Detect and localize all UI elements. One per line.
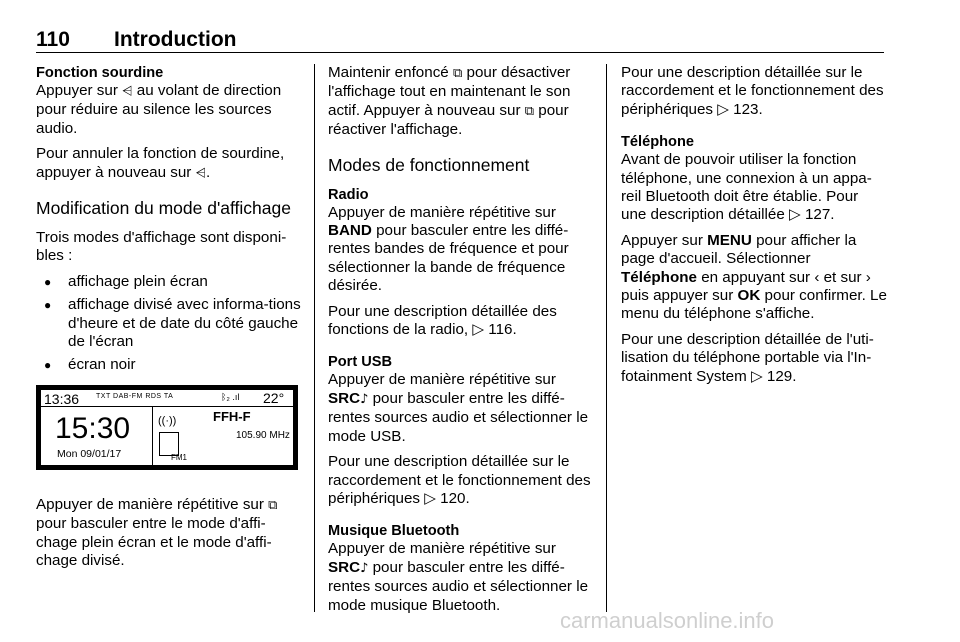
- phone-paragraph-3: [621, 331, 887, 386]
- text: Appuyer sur: [621, 231, 703, 249]
- telephone-key: Téléphone: [621, 268, 697, 286]
- list-item: ● affichage divisé avec informa-tions d'heure et de date du côté gauche de l'écran: [36, 296, 302, 351]
- date: Mon 09/01/17: [57, 448, 122, 460]
- column-divider-1: [314, 64, 315, 612]
- display-mode-heading: Modification du mode d'affichage: [36, 198, 291, 219]
- status-bar: [41, 390, 293, 407]
- screen-divider: [152, 407, 153, 465]
- text: en appuyant sur ‹ et sur › puis appuyer sur: [621, 268, 871, 305]
- phone-paragraph-2: [621, 232, 887, 324]
- bluetooth-heading: Musique Bluetooth: [328, 523, 460, 540]
- text: Avant de pouvoir utiliser la fonction téléphone, une connexion à un appa-reil Bluetooth doit être établie. Pour une description détaillée: [621, 151, 872, 224]
- column-2: [328, 64, 594, 622]
- column-1: [36, 64, 302, 385]
- mute-icon: ⩤: [122, 84, 133, 99]
- text: pour afficher la page d'accueil. Sélectionner: [621, 231, 857, 268]
- station-name: FFH-F: [213, 409, 251, 424]
- mute-icon: ⩤: [195, 165, 207, 181]
- temperature: 22°: [263, 390, 285, 406]
- page-number: 110: [36, 28, 70, 51]
- antenna-icon: ((·)): [158, 415, 177, 427]
- display-icon: ⧉: [452, 66, 463, 81]
- display-off-paragraph: [328, 64, 594, 140]
- frequency: 105.90 MHz: [236, 430, 290, 441]
- bluetooth-paragraph: [328, 540, 594, 615]
- text: Pour une description détaillée sur le raccordement et le fonctionnement des périphériques: [328, 453, 591, 507]
- text: Appuyer de manière répétitive sur: [328, 540, 556, 558]
- text: Pour une description détaillée des fonctions de la radio,: [328, 302, 557, 339]
- text: Appuyer de manière répétitive sur: [328, 371, 556, 389]
- clock-big: 15:30: [55, 412, 131, 445]
- text: Pour une description détaillée de l'uti-lisation du téléphone portable via l'In-fotainment System: [621, 330, 874, 385]
- text: pour réactiver l'affichage.: [328, 101, 569, 139]
- usb-paragraph-1: [328, 371, 594, 446]
- page-reference: ▷ 120.: [424, 489, 470, 507]
- page-reference: ▷ 129.: [751, 367, 797, 385]
- watermark: carmanualsonline.info: [560, 608, 775, 633]
- radio-paragraph-1: [328, 204, 594, 296]
- list-item: ● affichage plein écran: [36, 273, 302, 291]
- text: pour basculer entre les diffé-rentes sources audio et sélectionner le mode musique Bluetooth.: [328, 558, 589, 614]
- text: Appuyer de manière répétitive sur: [36, 496, 264, 513]
- page-reference: ▷ 123.: [717, 100, 763, 118]
- text: Appuyer de manière répétitive sur: [328, 203, 556, 221]
- text: Maintenir enfoncé: [328, 64, 449, 81]
- display-toggle-paragraph: [36, 496, 302, 571]
- text: Pour annuler la fonction de sourdine, appuyer à nouveau sur: [36, 145, 285, 181]
- page-reference: ▷ 116.: [472, 321, 517, 339]
- header-rule: [36, 52, 884, 53]
- column-3: [621, 64, 887, 393]
- display-screen: [41, 390, 293, 465]
- column-1-bottom: [36, 496, 302, 578]
- mute-heading: Fonction sourdine: [36, 65, 164, 81]
- src-key: SRC: [328, 558, 361, 576]
- page-reference: ▷ 127.: [789, 206, 835, 224]
- band-key: BAND: [328, 222, 372, 240]
- ok-key: OK: [737, 287, 761, 305]
- radio-paragraph-2: [328, 303, 594, 340]
- list-item: ● écran noir: [36, 356, 302, 374]
- usb-heading: Port USB: [328, 354, 393, 371]
- src-key: SRC: [328, 389, 361, 407]
- usb-paragraph-2: [328, 453, 594, 508]
- signal-icon: ᛒ₂ .ıl: [221, 392, 240, 402]
- text: pour basculer entre le mode d'affi-chage plein écran et le mode d'affi-chage divisé.: [36, 515, 272, 570]
- text: Appuyer sur: [36, 82, 118, 99]
- phone-paragraph-1: [621, 151, 887, 225]
- text: au volant de direction pour réduire au silence les sources audio.: [36, 82, 282, 137]
- phone-heading: Téléphone: [621, 134, 694, 151]
- mute-paragraph-1: [36, 82, 302, 138]
- text: Pour une description détaillée sur le raccordement et le fonctionnement des périphériques: [621, 64, 884, 118]
- text: pour basculer entre les diffé-rentes sources audio et sélectionner le mode USB.: [328, 389, 589, 445]
- text: pour basculer entre les diffé-rentes bandes de fréquence et pour sélectionner la bande de fréquence désirée.: [328, 222, 569, 295]
- display-mode-list: [36, 273, 302, 375]
- display-intro: Trois modes d'affichage sont disponi-bles :: [36, 229, 287, 265]
- page-header: [36, 28, 884, 52]
- status-flags: TXT DAB-FM RDS TA: [96, 393, 174, 400]
- music-icon: ♪: [360, 560, 369, 576]
- devices-paragraph: [621, 64, 887, 119]
- text: pour confirmer. Le menu du téléphone s'affiche.: [621, 287, 887, 323]
- band-label: FM1: [171, 453, 187, 462]
- radio-display-image: [36, 385, 298, 470]
- column-divider-2: [606, 64, 607, 612]
- mute-paragraph-2: [36, 145, 302, 183]
- display-icon: ⧉: [524, 103, 535, 119]
- text: .: [206, 163, 211, 181]
- section-title: Introduction: [114, 28, 237, 51]
- text: pour désactiver l'affichage tout en maintenant le son actif. Appuyer à nouveau sur: [328, 64, 571, 119]
- radio-heading: Radio: [328, 186, 369, 203]
- status-time: 13:36: [44, 391, 80, 407]
- menu-key: MENU: [707, 231, 752, 249]
- music-icon: ♪: [360, 391, 369, 407]
- display-icon: ⧉: [268, 498, 278, 513]
- modes-heading: Modes de fonctionnement: [328, 154, 530, 175]
